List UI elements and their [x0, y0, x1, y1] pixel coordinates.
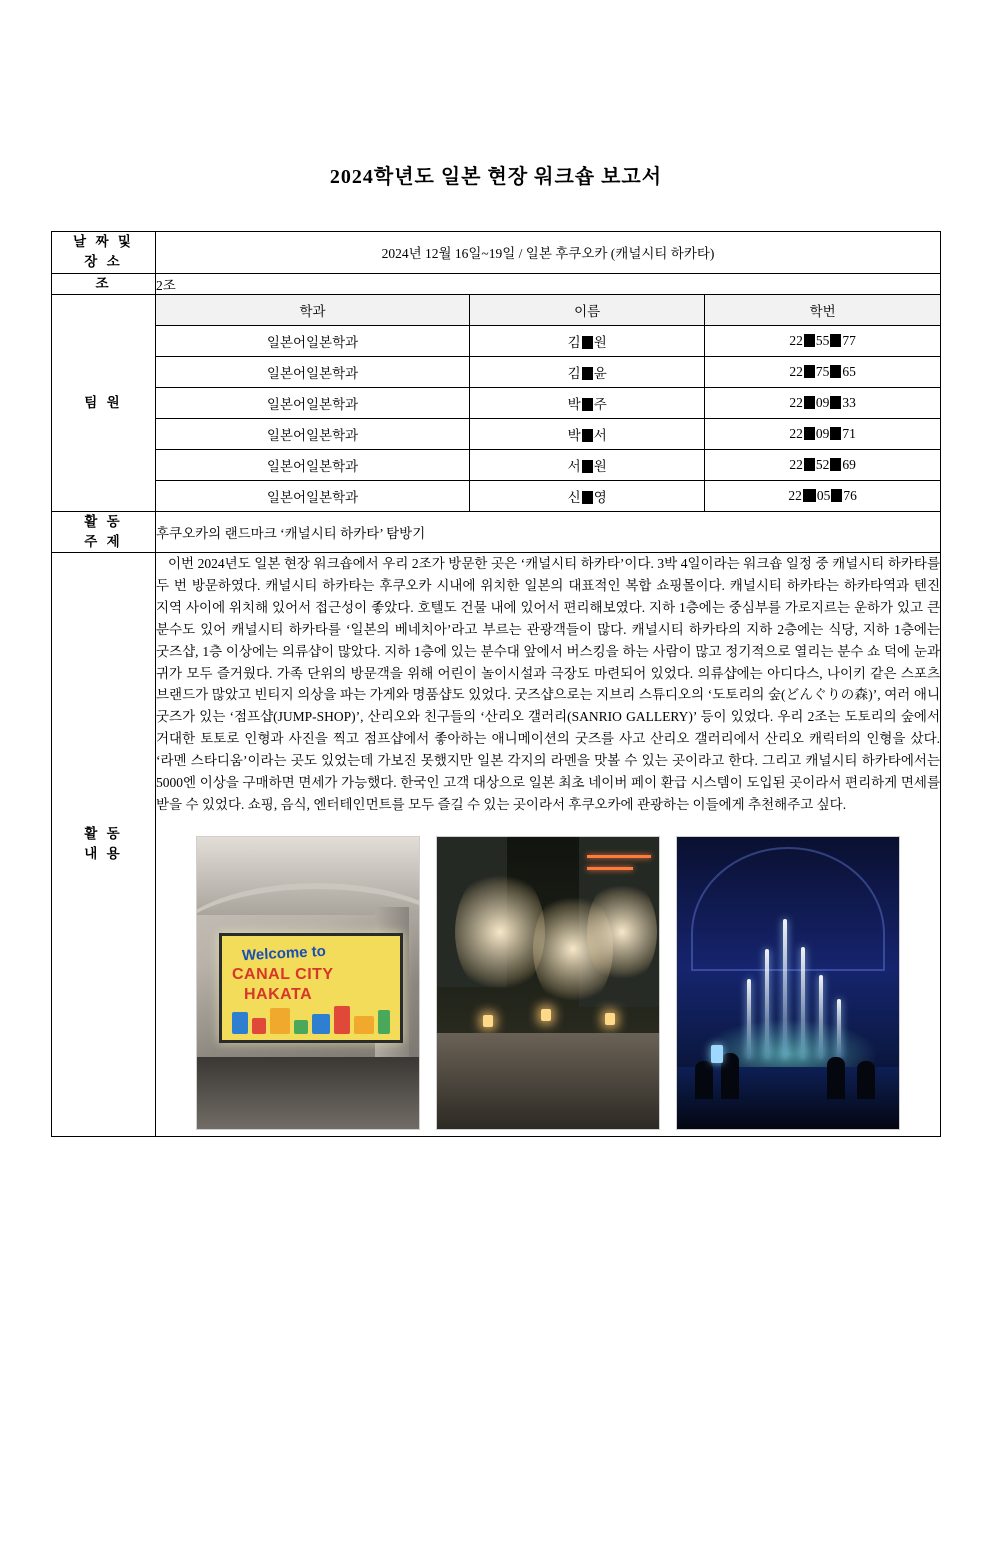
redaction-block [582, 460, 593, 473]
redaction-block [582, 336, 593, 349]
label-date-place-line1: 날 짜 및 [73, 234, 134, 249]
water-jet-shape [747, 979, 751, 1059]
board-decoration [230, 1002, 392, 1034]
redaction-block [582, 491, 593, 504]
lit-tree-shape [455, 867, 545, 997]
block-shape [252, 1018, 266, 1034]
table-row [156, 418, 940, 449]
member-name: 김 윤 [470, 356, 705, 387]
member-id: 22 09 71 [705, 418, 940, 449]
redaction-block [803, 489, 816, 502]
block-shape [270, 1008, 290, 1034]
row-members [52, 294, 941, 511]
members-cell [156, 294, 941, 511]
welcome-line-1: Welcome to [241, 942, 327, 964]
lit-tree-shape [587, 877, 657, 987]
row-topic [52, 511, 941, 553]
row-group [52, 273, 941, 294]
members-header-name: 이름 [470, 295, 705, 326]
member-dept: 일본어일본학과 [156, 449, 470, 480]
member-id: 22 05 76 [705, 480, 940, 511]
welcome-line-2: CANAL CITY [232, 965, 334, 983]
label-group: 조 [52, 273, 156, 294]
content-paragraph: 이번 2024년도 일본 현장 워크숍에서 우리 2조가 방문한 곳은 ‘캐널시티 하카타’이다. 3박 4일이라는 워크숍 일정 중 캐널시티 하카타를 두 번 방문하였다. 캐널시티 하카타는 후쿠오카 시내에 위치한 일본의 대표적인 복합 쇼핑몰이다. 캐널시티 하카타는 하카타역과 텐진 지역 사이에 위치해 있어서 접근성이 좋았다. 호텔도 건물 내에 있어서 편리해보였다. 지하 1층에는 중심부를 가로지르는 운하가 있고 큰 분수도 있어 캐널시티 하카타를 ‘일본의 베네치아’라고 부르는 관광객들이 많다. 캐널시티 하카타의 지하 2층에는 식당, 지하 1층에는 굿즈샵, 1층 이상에는 의류샵이 많았다. 지하 1층에 있는 분수대 앞에서 버스킹을 하는 사람이 많고 정기적으로 열리는 분수 쇼 덕에 눈과 귀가 모두 즐거웠다. 가족 단위의 방문객을 위해 어린이 놀이시설과 극장도 마련되어 있었다. 의류샵에는 아디다스, 나이키 같은 스포츠 브랜드가 많았고 빈티지 의상을 파는 가게와 명품샵도 있었다. 굿즈샵으로는 지브리 스튜디오의 ‘도토리의 숲(どんぐりの森)’, 여러 애니 굿즈가 있는 ‘점프샵(JUMP-SHOP)’, 산리오와 친구들의 ‘산리오 갤러리(SANRIO GALLERY)’ 등이 있었다. 우리 2조는 도토리의 숲에서 거대한 토토로 인형과 사진을 찍고 점프샵에서 좋아하는 애니메이션의 굿즈를 사고 산리오 갤러리에서 산리오 캐릭터의 인형을 샀다. ‘라멘 스타디움’이라는 곳도 있었는데 가보진 못했지만 일본 각지의 라멘을 맛볼 수 있는 곳이라고 한다. 그리고 캐널시티 하카타에서는 5000엔 이상을 구매하면 면세가 가능했다. 한국인 고객 대상으로 일본 최초 네이버 페이 환급 시스템이 도입된 곳이라서 편리하게 면세를 받을 수 있었다. 쇼핑, 음식, 엔터테인먼트를 모두 즐길 수 있는 곳이라서 후쿠오카에 관광하는 이들에게 추천해주고 싶다. [156, 556, 941, 812]
block-shape [232, 1012, 248, 1034]
member-name: 박 주 [470, 387, 705, 418]
label-content-line1: 활 동 [84, 826, 123, 842]
label-topic-line1: 활 동 [84, 513, 123, 529]
report-page [0, 160, 992, 1563]
neon-sign-shape [587, 855, 651, 858]
member-id: 22 09 33 [705, 387, 940, 418]
value-date-place: 2024년 12월 16일~19일 / 일본 후쿠오카 (캐널시티 하카타) [156, 232, 941, 274]
member-name: 박 서 [470, 418, 705, 449]
redaction-block [804, 427, 815, 440]
members-header-id: 학번 [705, 295, 940, 326]
redaction-block [831, 489, 842, 502]
spectator-shape [695, 1061, 713, 1099]
table-row [156, 356, 940, 387]
block-shape [354, 1016, 374, 1034]
street-lamp-shape [605, 1013, 615, 1025]
table-row [156, 387, 940, 418]
label-topic [52, 511, 156, 553]
spectator-shape [721, 1053, 739, 1099]
block-shape [334, 1006, 350, 1034]
page-title: 2024학년도 일본 현장 워크숍 보고서 [329, 166, 663, 188]
photo-night-canal [436, 836, 660, 1130]
redaction-block [830, 458, 841, 471]
spectator-shape [827, 1057, 845, 1099]
redaction-block [830, 396, 841, 409]
redaction-block [582, 398, 593, 411]
welcome-board [219, 933, 403, 1043]
redaction-block [804, 365, 815, 378]
water-jet-shape [765, 949, 769, 1059]
label-topic-line2: 주 제 [84, 534, 123, 549]
member-id: 22 52 69 [705, 449, 940, 480]
label-content-line2: 내 용 [84, 846, 123, 862]
member-id: 22 75 65 [705, 356, 940, 387]
members-table [156, 295, 940, 511]
water-jet-shape [837, 999, 841, 1059]
table-row [156, 325, 940, 356]
member-dept: 일본어일본학과 [156, 356, 470, 387]
redaction-block [582, 367, 593, 380]
street-lamp-shape [483, 1015, 493, 1027]
value-content [156, 553, 941, 1136]
redaction-block [830, 365, 841, 378]
block-shape [294, 1020, 308, 1034]
redaction-block [804, 396, 815, 409]
label-date-place [52, 232, 156, 274]
block-shape [378, 1010, 390, 1034]
member-name: 서 원 [470, 449, 705, 480]
neon-sign-shape [587, 867, 633, 870]
label-content [52, 553, 156, 1136]
redaction-block [830, 427, 841, 440]
spectator-shape [857, 1061, 875, 1099]
row-content [52, 553, 941, 1136]
welcome-line-3: HAKATA [244, 985, 313, 1003]
label-members: 팀 원 [52, 294, 156, 511]
street-lamp-shape [541, 1009, 551, 1021]
redaction-block [804, 334, 815, 347]
label-date-place-line2: 장 소 [84, 254, 123, 270]
member-name: 김 원 [470, 325, 705, 356]
redaction-block [582, 429, 593, 442]
water-jet-shape [819, 975, 823, 1059]
photo-fountain-show [676, 836, 900, 1130]
member-dept: 일본어일본학과 [156, 480, 470, 511]
members-header-row [156, 295, 940, 326]
redaction-block [804, 458, 815, 471]
photo-gallery [156, 836, 940, 1130]
block-shape [312, 1014, 330, 1034]
member-id: 22 55 77 [705, 325, 940, 356]
member-dept: 일본어일본학과 [156, 325, 470, 356]
water-jet-shape [801, 947, 805, 1059]
walkway-shape [437, 1033, 659, 1129]
building-arc-shape [691, 847, 885, 971]
member-dept: 일본어일본학과 [156, 387, 470, 418]
members-header-dept: 학과 [156, 295, 470, 326]
member-dept: 일본어일본학과 [156, 418, 470, 449]
value-topic: 후쿠오카의 랜드마크 ‘캐널시티 하카타’ 탐방기 [156, 511, 941, 553]
report-table [51, 231, 941, 1137]
water-jet-shape [783, 919, 787, 1059]
member-name: 신 영 [470, 480, 705, 511]
photo-welcome-sign [196, 836, 420, 1130]
redaction-block [830, 334, 841, 347]
value-group: 2조 [156, 273, 941, 294]
table-row [156, 449, 940, 480]
phone-screen-shape [711, 1045, 723, 1063]
row-date-place [52, 232, 941, 274]
floor-shape [197, 1057, 419, 1129]
table-row [156, 480, 940, 511]
